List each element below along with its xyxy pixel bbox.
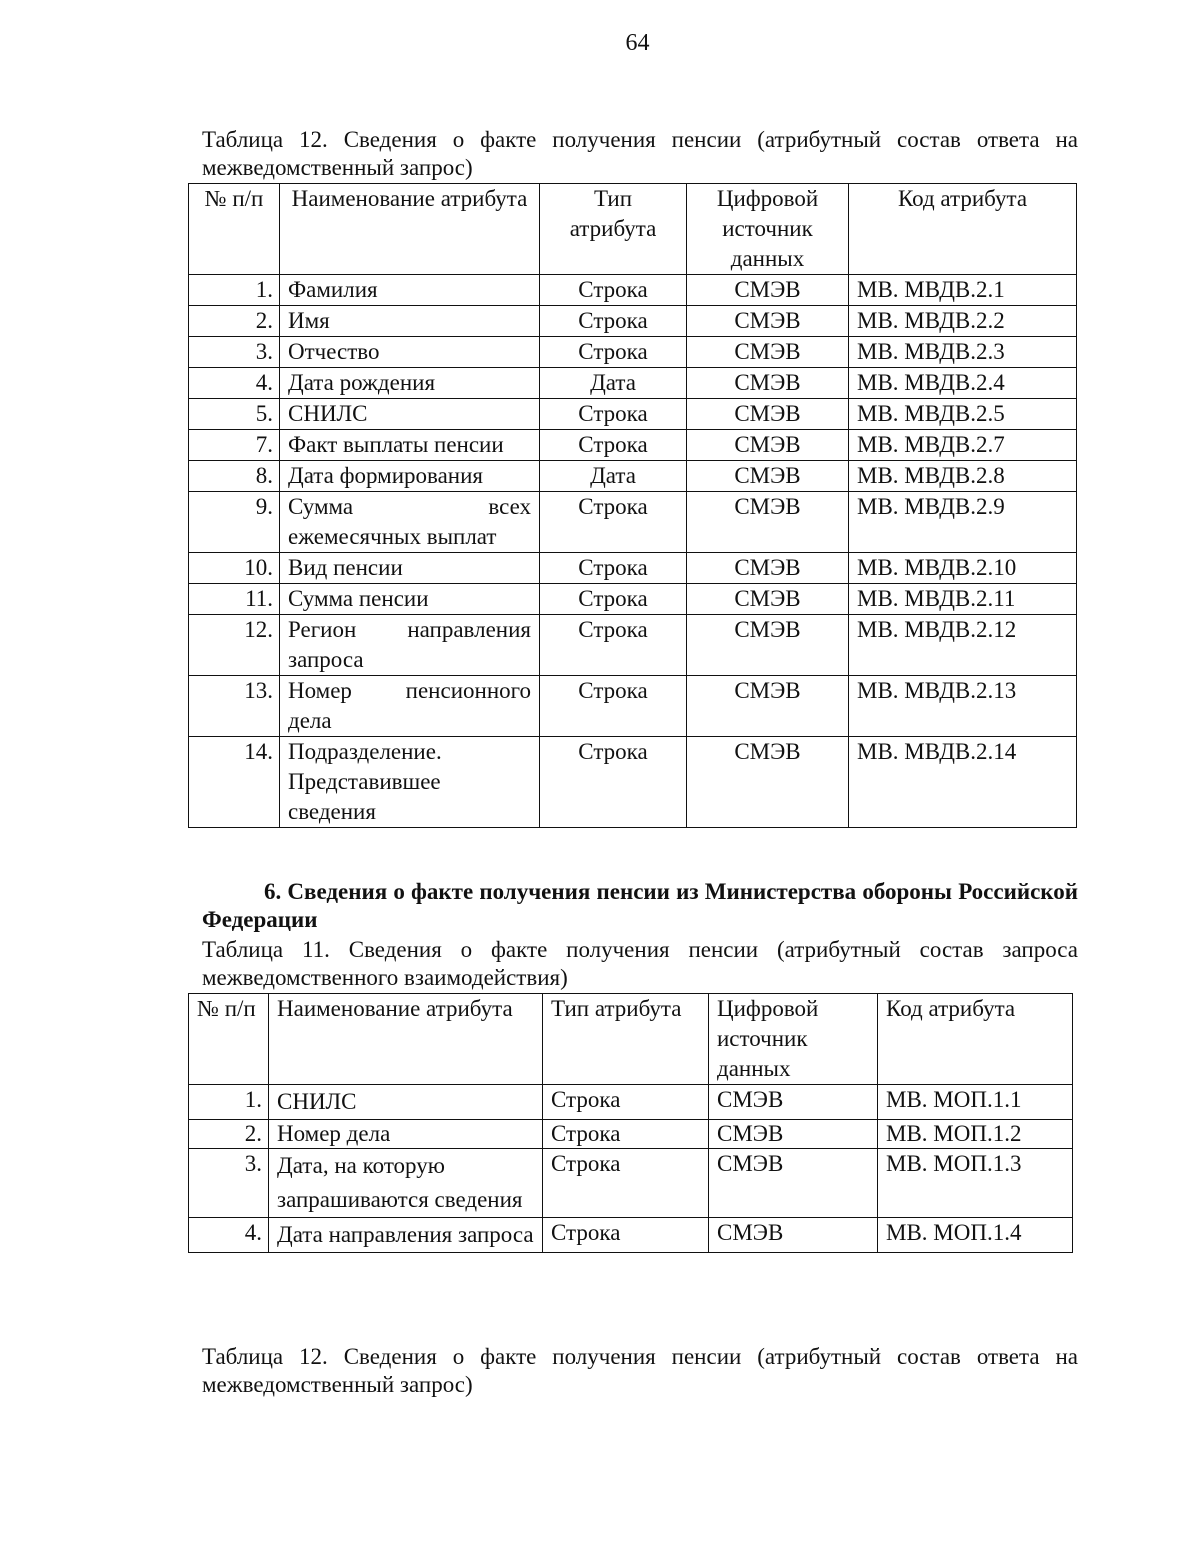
cell-num: 4.	[189, 368, 280, 399]
table12-caption: Таблица 12. Сведения о факте получения пенсии (атрибутный состав ответа на межведомственный запрос)	[202, 127, 1078, 180]
table-row	[189, 1149, 1073, 1218]
cell-code: МВ. МВДВ.2.3	[849, 337, 1077, 368]
cell-num: 3.	[189, 337, 280, 368]
cell-type: Дата	[540, 461, 687, 492]
header-name: Наименование атрибута	[280, 184, 540, 275]
cell-source: СМЭВ	[709, 1149, 878, 1218]
table-row	[189, 337, 1077, 368]
table-row	[189, 584, 1077, 615]
cell-source: СМЭВ	[687, 492, 849, 553]
cell-num: 10.	[189, 553, 280, 584]
cell-code: МВ. МВДВ.2.8	[849, 461, 1077, 492]
cell-code: МВ. МВДВ.2.2	[849, 306, 1077, 337]
cell-code: МВ. МВДВ.2.7	[849, 430, 1077, 461]
cell-type: Строка	[540, 737, 687, 828]
cell-type: Строка	[540, 399, 687, 430]
table-row	[189, 275, 1077, 306]
table-row	[189, 676, 1077, 737]
table-row	[189, 399, 1077, 430]
cell-num: 4.	[189, 1218, 269, 1253]
cell-code: МВ. МОП.1.2	[878, 1120, 1073, 1149]
cell-code: МВ. МВДВ.2.13	[849, 676, 1077, 737]
page-number: 64	[625, 30, 650, 56]
cell-type: Строка	[540, 430, 687, 461]
cell-source: СМЭВ	[687, 737, 849, 828]
table-header-row	[189, 994, 1073, 1085]
cell-num: 5.	[189, 399, 280, 430]
cell-code: МВ. МВДВ.2.12	[849, 615, 1077, 676]
cell-name: Регион направления запроса	[280, 615, 540, 676]
cell-code: МВ. МВДВ.2.14	[849, 737, 1077, 828]
cell-name: СНИЛС	[269, 1085, 543, 1120]
cell-num: 2.	[189, 1120, 269, 1149]
cell-source: СМЭВ	[709, 1120, 878, 1149]
table11-caption: Таблица 11. Сведения о факте получения пенсии (атрибутный состав запроса межведомственного взаимодействия)	[202, 937, 1078, 990]
cell-code: МВ. МВДВ.2.4	[849, 368, 1077, 399]
cell-num: 7.	[189, 430, 280, 461]
cell-code: МВ. МВДВ.2.9	[849, 492, 1077, 553]
cell-source: СМЭВ	[687, 306, 849, 337]
header-num: № п/п	[189, 994, 269, 1085]
table-row	[189, 1085, 1073, 1120]
cell-source: СМЭВ	[687, 553, 849, 584]
cell-type: Строка	[540, 492, 687, 553]
cell-num: 13.	[189, 676, 280, 737]
cell-type: Дата	[540, 368, 687, 399]
cell-source: СМЭВ	[687, 399, 849, 430]
cell-name: Факт выплаты пенсии	[280, 430, 540, 461]
section6-heading: 6. Сведения о факте получения пенсии из Министерства обороны Российской Федерации	[202, 879, 1078, 932]
cell-type: Строка	[543, 1149, 709, 1218]
cell-name: Вид пенсии	[280, 553, 540, 584]
cell-source: СМЭВ	[687, 615, 849, 676]
header-type: Тип атрибута	[540, 184, 687, 275]
table-row	[189, 615, 1077, 676]
cell-type: Строка	[540, 275, 687, 306]
table11-body	[189, 1085, 1073, 1253]
cell-code: МВ. МВДВ.2.1	[849, 275, 1077, 306]
header-source: Цифровой источник данных	[687, 184, 849, 275]
cell-type: Строка	[540, 615, 687, 676]
table-row	[189, 306, 1077, 337]
cell-source: СМЭВ	[687, 461, 849, 492]
table-row	[189, 492, 1077, 553]
cell-type: Строка	[540, 553, 687, 584]
header-code: Код атрибута	[849, 184, 1077, 275]
table-row	[189, 737, 1077, 828]
header-name: Наименование атрибута	[269, 994, 543, 1085]
header-num: № п/п	[189, 184, 280, 275]
cell-code: МВ. МОП.1.3	[878, 1149, 1073, 1218]
cell-name: Номер дела	[269, 1120, 543, 1149]
cell-name: Подразделение. Представившее сведения	[280, 737, 540, 828]
header-source: Цифровой источник данных	[709, 994, 878, 1085]
cell-source: СМЭВ	[709, 1085, 878, 1120]
cell-type: Строка	[540, 676, 687, 737]
cell-name: Фамилия	[280, 275, 540, 306]
cell-type: Строка	[540, 337, 687, 368]
cell-source: СМЭВ	[687, 676, 849, 737]
table-row	[189, 461, 1077, 492]
table-row	[189, 430, 1077, 461]
table12-bottom-caption: Таблица 12. Сведения о факте получения пенсии (атрибутный состав ответа на межведомственный запрос)	[202, 1344, 1078, 1397]
cell-num: 3.	[189, 1149, 269, 1218]
table-header-row	[189, 184, 1077, 275]
cell-source: СМЭВ	[709, 1218, 878, 1253]
cell-code: МВ. МОП.1.4	[878, 1218, 1073, 1253]
cell-code: МВ. МВДВ.2.10	[849, 553, 1077, 584]
cell-source: СМЭВ	[687, 337, 849, 368]
cell-source: СМЭВ	[687, 368, 849, 399]
cell-name: СНИЛС	[280, 399, 540, 430]
cell-num: 14.	[189, 737, 280, 828]
table12-attributes	[188, 183, 1077, 828]
cell-name: Имя	[280, 306, 540, 337]
cell-name: Сумма всех ежемесячных выплат	[280, 492, 540, 553]
cell-type: Строка	[543, 1085, 709, 1120]
cell-num: 1.	[189, 1085, 269, 1120]
header-code: Код атрибута	[878, 994, 1073, 1085]
header-type: Тип атрибута	[543, 994, 709, 1085]
cell-type: Строка	[540, 306, 687, 337]
cell-num: 2.	[189, 306, 280, 337]
table-row	[189, 1120, 1073, 1149]
cell-name: Дата направления запроса	[269, 1218, 543, 1253]
cell-num: 11.	[189, 584, 280, 615]
cell-name: Номер пенсионного дела	[280, 676, 540, 737]
cell-num: 9.	[189, 492, 280, 553]
cell-name: Дата рождения	[280, 368, 540, 399]
cell-type: Строка	[540, 584, 687, 615]
cell-code: МВ. МОП.1.1	[878, 1085, 1073, 1120]
cell-num: 1.	[189, 275, 280, 306]
table11-attributes	[188, 993, 1073, 1253]
cell-type: Строка	[543, 1120, 709, 1149]
cell-name: Дата формирования	[280, 461, 540, 492]
table-row	[189, 368, 1077, 399]
cell-code: МВ. МВДВ.2.11	[849, 584, 1077, 615]
cell-source: СМЭВ	[687, 584, 849, 615]
cell-type: Строка	[543, 1218, 709, 1253]
table-row	[189, 553, 1077, 584]
cell-name: Отчество	[280, 337, 540, 368]
cell-num: 8.	[189, 461, 280, 492]
cell-name: Дата, на которую запрашиваются сведения	[269, 1149, 543, 1218]
cell-source: СМЭВ	[687, 430, 849, 461]
cell-code: МВ. МВДВ.2.5	[849, 399, 1077, 430]
table12-body	[189, 275, 1077, 828]
cell-source: СМЭВ	[687, 275, 849, 306]
table-row	[189, 1218, 1073, 1253]
cell-name: Сумма пенсии	[280, 584, 540, 615]
cell-num: 12.	[189, 615, 280, 676]
